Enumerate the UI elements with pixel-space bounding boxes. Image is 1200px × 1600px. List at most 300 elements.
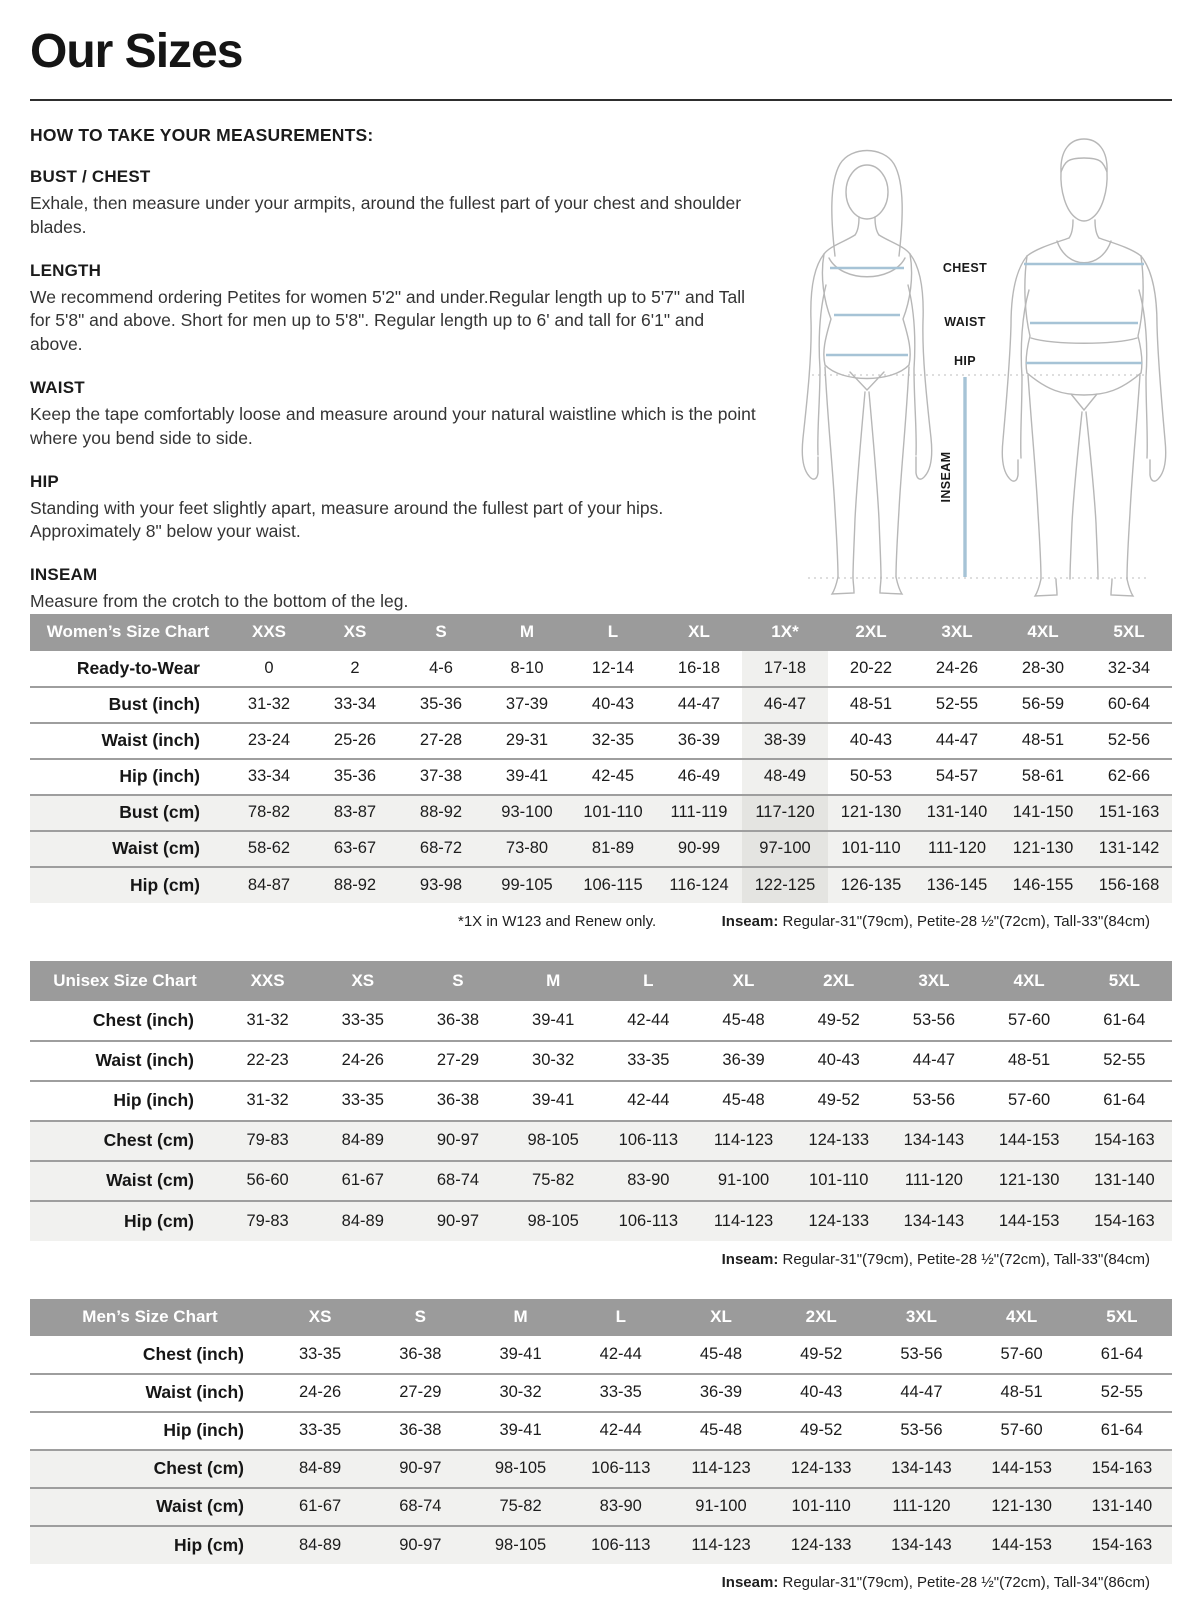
- size-cell: 124-133: [808, 1131, 869, 1150]
- size-cell: 134-143: [903, 1211, 965, 1230]
- size-cell: 2: [350, 658, 360, 677]
- size-column-header: M: [506, 961, 601, 1001]
- size-cell: 30-32: [532, 1051, 575, 1070]
- size-cell: 45-48: [699, 1421, 743, 1440]
- size-cell: 121-130: [998, 1171, 1060, 1190]
- size-cell: 40-43: [849, 731, 893, 750]
- size-column-header: XS: [315, 961, 410, 1001]
- size-cell: 88-92: [333, 875, 377, 894]
- size-cell: 88-92: [419, 803, 463, 822]
- size-cell: 36-38: [399, 1421, 442, 1440]
- size-cell: 134-143: [903, 1131, 965, 1150]
- size-cell: 98-105: [494, 1535, 547, 1554]
- size-cell: 61-67: [299, 1497, 342, 1516]
- size-cell: 144-153: [998, 1131, 1060, 1150]
- size-cell: 48-51: [1007, 1051, 1051, 1070]
- size-cell: 56-59: [1021, 695, 1065, 714]
- size-cell: 37-38: [419, 767, 463, 786]
- size-cell: 98-105: [494, 1459, 547, 1478]
- section-waist: [30, 378, 758, 451]
- size-cell: 97-100: [742, 831, 828, 867]
- section-body: Keep the tape comfortably loose and measure around your natural waistline which is the point where you bend side to side.: [30, 403, 756, 448]
- size-cell: 44-47: [935, 731, 979, 750]
- size-cell: 57-60: [1007, 1010, 1051, 1029]
- size-column-header: XL: [656, 614, 742, 651]
- table-row: [30, 651, 1172, 687]
- size-cell: 40-43: [591, 695, 635, 714]
- size-cell: 53-56: [912, 1091, 955, 1110]
- size-cell: 84-89: [299, 1459, 342, 1478]
- size-cell: 93-100: [501, 803, 553, 822]
- size-cell: 12-14: [591, 658, 635, 677]
- row-label: Bust (inch): [108, 694, 200, 715]
- table-row: [30, 1201, 1172, 1241]
- size-cell: 121-130: [991, 1497, 1052, 1516]
- title-divider: [30, 99, 1172, 101]
- size-cell: 134-143: [891, 1535, 952, 1554]
- size-cell: 126-135: [840, 875, 902, 894]
- size-cell: 61-64: [1103, 1091, 1146, 1110]
- size-cell: 114-123: [713, 1131, 774, 1150]
- size-cell: 99-105: [501, 875, 553, 894]
- size-cell: 25-26: [333, 731, 377, 750]
- size-cell: 56-60: [246, 1171, 289, 1190]
- section-inseam: [30, 565, 758, 614]
- size-cell: 116-124: [669, 875, 729, 894]
- size-cell: 36-38: [436, 1091, 480, 1110]
- table-row: [30, 831, 1172, 867]
- size-cell: 40-43: [817, 1051, 860, 1070]
- row-label: Waist (cm): [106, 1170, 194, 1191]
- size-column-header: 3XL: [914, 614, 1000, 651]
- size-cell: 68-74: [436, 1171, 480, 1190]
- size-cell: 101-110: [841, 839, 901, 858]
- row-label: Hip (inch): [113, 1090, 194, 1111]
- size-cell: 44-47: [912, 1051, 955, 1070]
- size-cell: 111-119: [670, 803, 728, 822]
- size-column-header: 3XL: [886, 961, 981, 1001]
- size-cell: 39-41: [499, 1421, 542, 1440]
- size-cell: 24-26: [341, 1051, 384, 1070]
- table-row: [30, 795, 1172, 831]
- size-cell: 106-113: [591, 1459, 651, 1478]
- inseam-footnote: Inseam: Regular-31"(79cm), Petite-28 ½"(72cm), Tall-33"(84cm): [721, 1250, 1150, 1268]
- size-cell: 83-87: [333, 803, 377, 822]
- table-title: Women’s Size Chart: [30, 614, 226, 651]
- size-column-header: XXS: [220, 961, 315, 1001]
- size-column-header: 2XL: [791, 961, 886, 1001]
- size-cell: 27-28: [419, 731, 463, 750]
- size-cell: 46-49: [677, 767, 721, 786]
- size-cell: 111-120: [927, 839, 987, 858]
- unisex-footnote: [30, 1241, 1172, 1271]
- size-column-header: XL: [696, 961, 791, 1001]
- size-cell: 39-41: [499, 1344, 542, 1363]
- size-cell: 45-48: [722, 1010, 765, 1029]
- size-cell: 36-39: [722, 1051, 765, 1070]
- instructions-heading: HOW TO TAKE YOUR MEASUREMENTS:: [30, 125, 374, 145]
- size-cell: 52-55: [1100, 1383, 1143, 1402]
- size-cell: 78-82: [247, 803, 291, 822]
- size-cell: 48-51: [1000, 1383, 1043, 1402]
- row-label: Waist (cm): [156, 1496, 244, 1517]
- size-cell: 146-155: [1012, 875, 1074, 894]
- section-heading: WAIST: [30, 377, 85, 397]
- size-cell: 27-29: [436, 1051, 480, 1070]
- table-row: [30, 1121, 1172, 1161]
- size-cell: 60-64: [1107, 695, 1151, 714]
- size-cell: 61-64: [1100, 1344, 1143, 1363]
- size-cell: 61-64: [1100, 1421, 1143, 1440]
- size-cell: 124-133: [790, 1459, 852, 1478]
- chest-label: CHEST: [942, 261, 988, 275]
- size-cell: 93-98: [419, 875, 463, 894]
- size-cell: 90-97: [399, 1459, 442, 1478]
- size-cell: 49-52: [800, 1421, 843, 1440]
- table-row: [30, 687, 1172, 723]
- size-cell: 90-97: [436, 1131, 480, 1150]
- size-column-header: L: [571, 1299, 671, 1336]
- size-cell: 29-31: [505, 731, 549, 750]
- size-cell: 81-89: [591, 839, 635, 858]
- size-cell: 33-35: [299, 1344, 342, 1363]
- size-cell: 42-44: [627, 1091, 670, 1110]
- row-label: Waist (cm): [112, 838, 200, 859]
- size-cell: 35-36: [333, 767, 377, 786]
- size-cell: 27-29: [399, 1383, 442, 1402]
- size-cell: 52-56: [1107, 731, 1151, 750]
- size-cell: 48-51: [849, 695, 893, 714]
- size-cell: 42-45: [591, 767, 635, 786]
- size-cell: 154-163: [1094, 1211, 1155, 1230]
- section-heading: HIP: [30, 471, 59, 491]
- size-cell: 33-35: [299, 1421, 342, 1440]
- size-cell: 49-52: [800, 1344, 843, 1363]
- size-cell: 35-36: [419, 695, 463, 714]
- table-title: Men’s Size Chart: [30, 1299, 270, 1336]
- size-cell: 49-52: [817, 1091, 860, 1110]
- table-title: Unisex Size Chart: [30, 961, 220, 1001]
- hip-label: HIP: [953, 354, 977, 368]
- size-cell: 114-123: [713, 1211, 774, 1230]
- size-cell: 53-56: [912, 1010, 955, 1029]
- size-cell: 32-35: [591, 731, 635, 750]
- size-cell: 33-35: [627, 1051, 670, 1070]
- size-cell: 101-110: [809, 1171, 869, 1190]
- size-cell: 57-60: [1000, 1421, 1043, 1440]
- size-cell: 141-150: [1012, 803, 1074, 822]
- size-cell: 44-47: [900, 1383, 943, 1402]
- table-row: [30, 1526, 1172, 1564]
- page-title: Our Sizes: [30, 25, 243, 78]
- male-figure: [1002, 139, 1166, 596]
- womens-footnote: [30, 903, 1172, 933]
- size-cell: 79-83: [246, 1131, 289, 1150]
- size-cell: 124-133: [790, 1535, 852, 1554]
- row-label: Hip (cm): [174, 1534, 244, 1555]
- size-cell: 106-113: [591, 1535, 651, 1554]
- size-cell: 42-44: [599, 1421, 642, 1440]
- size-cell: 16-18: [677, 658, 721, 677]
- row-label: Hip (inch): [119, 766, 200, 787]
- size-cell: 46-47: [742, 687, 828, 723]
- size-cell: 53-56: [900, 1421, 943, 1440]
- size-cell: 63-67: [333, 839, 377, 858]
- size-cell: 131-140: [1094, 1171, 1155, 1190]
- size-cell: 106-113: [618, 1131, 679, 1150]
- section-bust-chest: [30, 167, 758, 240]
- section-hip: [30, 472, 758, 545]
- size-cell: 39-41: [532, 1091, 575, 1110]
- size-column-header: 5XL: [1072, 1299, 1172, 1336]
- size-cell: 83-90: [599, 1497, 642, 1516]
- size-cell: 33-35: [341, 1010, 384, 1029]
- row-label: Bust (cm): [119, 802, 200, 823]
- size-cell: 131-140: [926, 803, 988, 822]
- table-row: [30, 1041, 1172, 1081]
- size-cell: 53-56: [900, 1344, 943, 1363]
- section-body: Standing with your feet slightly apart, measure around the fullest part of your hips. Approximately 8" below your waist.: [30, 497, 664, 542]
- table-row: [30, 1001, 1172, 1041]
- size-column-header: S: [370, 1299, 470, 1336]
- size-column-header: 4XL: [972, 1299, 1072, 1336]
- size-cell: 131-140: [1091, 1497, 1153, 1516]
- unisex-size-chart: [30, 961, 1172, 1241]
- size-cell: 54-57: [935, 767, 979, 786]
- size-cell: 31-32: [246, 1091, 289, 1110]
- section-body: We recommend ordering Petites for women 5'2" and under.Regular length up to 5'7" and Tall for 5'8" and above. Short for men up to 5'8". Regular length up to 6' and tall for 6'1" and above.: [30, 286, 745, 355]
- size-cell: 33-34: [333, 695, 377, 714]
- size-cell: 33-34: [247, 767, 291, 786]
- size-cell: 75-82: [499, 1497, 542, 1516]
- size-cell: 156-168: [1098, 875, 1160, 894]
- size-cell: 131-142: [1098, 839, 1160, 858]
- size-cell: 68-74: [399, 1497, 442, 1516]
- size-cell: 106-113: [618, 1211, 679, 1230]
- size-cell: 91-100: [717, 1171, 770, 1190]
- female-figure: [802, 151, 932, 595]
- size-cell: 151-163: [1098, 803, 1160, 822]
- size-cell: 44-47: [677, 695, 721, 714]
- table-row: [30, 1450, 1172, 1488]
- size-cell: 61-64: [1103, 1010, 1146, 1029]
- size-cell: 84-89: [299, 1535, 342, 1554]
- size-cell: 52-55: [935, 695, 979, 714]
- size-cell: 144-153: [991, 1459, 1052, 1478]
- size-cell: 144-153: [998, 1211, 1060, 1230]
- inseam-label: INSEAM: [939, 451, 953, 503]
- size-cell: 90-97: [399, 1535, 442, 1554]
- size-cell: 57-60: [1000, 1344, 1043, 1363]
- table-row: [30, 759, 1172, 795]
- size-cell: 4-6: [429, 658, 453, 677]
- header-row: [30, 961, 1172, 1001]
- row-label: Ready-to-Wear: [76, 657, 200, 678]
- one-x-footnote: *1X in W123 and Renew only.: [458, 912, 657, 930]
- size-cell: 24-26: [299, 1383, 342, 1402]
- size-cell: 17-18: [742, 651, 828, 687]
- size-cell: 98-105: [527, 1131, 579, 1150]
- row-label: Hip (cm): [130, 874, 200, 895]
- size-cell: 75-82: [532, 1171, 575, 1190]
- size-cell: 134-143: [891, 1459, 952, 1478]
- size-cell: 57-60: [1007, 1091, 1051, 1110]
- section-heading: BUST / CHEST: [30, 167, 151, 186]
- size-cell: 22-23: [246, 1051, 289, 1070]
- row-label: Chest (cm): [103, 1130, 194, 1151]
- measurement-figures-illustration: [772, 125, 1172, 605]
- size-cell: 91-100: [695, 1497, 747, 1516]
- size-column-header: M: [470, 1299, 570, 1336]
- size-cell: 52-55: [1103, 1051, 1146, 1070]
- row-label: Waist (inch): [145, 1382, 244, 1403]
- section-length: [30, 261, 758, 357]
- size-cell: 106-115: [583, 875, 643, 894]
- size-cell: 114-123: [691, 1535, 751, 1554]
- size-cell: 49-52: [817, 1010, 860, 1029]
- size-cell: 36-38: [399, 1344, 442, 1363]
- size-column-header: S: [398, 614, 484, 651]
- womens-size-chart: [30, 614, 1172, 903]
- header-row: [30, 614, 1172, 651]
- size-cell: 58-61: [1021, 767, 1065, 786]
- size-cell: 36-39: [699, 1383, 743, 1402]
- size-cell: 90-97: [436, 1211, 480, 1230]
- size-cell: 68-72: [419, 839, 463, 858]
- table-row: [30, 1412, 1172, 1450]
- size-cell: 30-32: [499, 1383, 542, 1402]
- size-column-header: 2XL: [828, 614, 914, 651]
- mens-size-chart: [30, 1299, 1172, 1564]
- size-cell: 111-120: [904, 1171, 963, 1190]
- size-cell: 8-10: [510, 658, 544, 677]
- row-label: Waist (inch): [101, 730, 200, 751]
- header-row: [30, 1299, 1172, 1336]
- size-cell: 31-32: [246, 1010, 289, 1029]
- size-cell: 32-34: [1107, 658, 1151, 677]
- size-column-header: XS: [270, 1299, 370, 1336]
- section-heading: LENGTH: [30, 260, 102, 280]
- row-label: Hip (cm): [124, 1210, 194, 1231]
- size-column-header: L: [570, 614, 656, 651]
- size-cell: 40-43: [800, 1383, 843, 1402]
- size-cell: 84-87: [247, 875, 291, 894]
- row-label: Chest (cm): [153, 1458, 244, 1479]
- size-cell: 23-24: [247, 731, 291, 750]
- measurements-section: [30, 125, 1172, 614]
- table-row: [30, 1374, 1172, 1412]
- size-cell: 42-44: [599, 1344, 642, 1363]
- size-cell: 98-105: [527, 1211, 579, 1230]
- size-cell: 136-145: [926, 875, 988, 894]
- row-label: Waist (inch): [95, 1050, 194, 1071]
- size-cell: 39-41: [505, 767, 549, 786]
- size-cell: 84-89: [341, 1131, 384, 1150]
- size-cell: 39-41: [532, 1010, 575, 1029]
- size-column-header: 4XL: [1000, 614, 1086, 651]
- size-cell: 117-120: [742, 795, 828, 831]
- size-cell: 73-80: [505, 839, 549, 858]
- size-cell: 45-48: [699, 1344, 743, 1363]
- waist-label: WAIST: [944, 315, 986, 329]
- size-cell: 33-35: [599, 1383, 642, 1402]
- body-measurement-diagram: [772, 125, 1172, 614]
- table-row: [30, 1081, 1172, 1121]
- size-cell: 121-130: [1012, 839, 1074, 858]
- size-cell: 124-133: [808, 1211, 869, 1230]
- size-cell: 90-99: [677, 839, 721, 858]
- table-row: [30, 1488, 1172, 1526]
- size-column-header: M: [484, 614, 570, 651]
- size-column-header: XL: [671, 1299, 771, 1336]
- inseam-footnote: Inseam: Regular-31"(79cm), Petite-28 ½"(72cm), Tall-34"(86cm): [721, 1573, 1150, 1591]
- size-cell: 122-125: [742, 867, 828, 903]
- size-column-header: 5XL: [1077, 961, 1172, 1001]
- size-cell: 36-39: [677, 731, 721, 750]
- size-cell: 61-67: [341, 1171, 384, 1190]
- size-cell: 84-89: [341, 1211, 384, 1230]
- measurement-instructions: [30, 125, 772, 614]
- size-cell: 28-30: [1021, 658, 1065, 677]
- section-body: Exhale, then measure under your armpits, around the fullest part of your chest and shoulder blades.: [30, 193, 742, 237]
- row-label: Hip (inch): [163, 1420, 244, 1441]
- mens-footnote: [30, 1564, 1172, 1594]
- size-cell: 38-39: [742, 723, 828, 759]
- inseam-footnote: Inseam: Regular-31"(79cm), Petite-28 ½"(72cm), Tall-33"(84cm): [721, 912, 1150, 930]
- size-column-header: XS: [312, 614, 398, 651]
- section-body: Measure from the crotch to the bottom of the leg.: [30, 591, 409, 612]
- size-cell: 83-90: [627, 1171, 670, 1190]
- size-cell: 79-83: [246, 1211, 289, 1230]
- section-heading: INSEAM: [30, 565, 98, 585]
- size-cell: 37-39: [505, 695, 549, 714]
- size-cell: 154-163: [1091, 1535, 1153, 1554]
- size-cell: 101-110: [791, 1497, 851, 1516]
- size-cell: 114-123: [691, 1459, 751, 1478]
- table-row: [30, 1336, 1172, 1374]
- size-column-header: 3XL: [871, 1299, 971, 1336]
- size-column-header: 4XL: [982, 961, 1077, 1001]
- size-cell: 58-62: [247, 839, 291, 858]
- size-column-header: S: [410, 961, 505, 1001]
- size-cell: 24-26: [935, 658, 979, 677]
- row-label: Chest (inch): [142, 1343, 244, 1364]
- size-cell: 0: [264, 658, 274, 677]
- size-column-header: XXS: [226, 614, 312, 651]
- size-cell: 121-130: [840, 803, 902, 822]
- size-cell: 33-35: [341, 1091, 384, 1110]
- table-row: [30, 723, 1172, 759]
- size-cell: 45-48: [722, 1091, 765, 1110]
- size-cell: 36-38: [436, 1010, 480, 1029]
- row-label: Chest (inch): [92, 1009, 194, 1030]
- table-row: [30, 867, 1172, 903]
- size-cell: 50-53: [849, 767, 893, 786]
- size-cell: 154-163: [1091, 1459, 1153, 1478]
- size-column-header: 5XL: [1086, 614, 1172, 651]
- size-column-header: 1X*: [742, 614, 828, 651]
- size-column-header: L: [601, 961, 696, 1001]
- size-cell: 31-32: [247, 695, 291, 714]
- size-cell: 111-120: [892, 1497, 951, 1516]
- size-cell: 154-163: [1094, 1131, 1155, 1150]
- table-row: [30, 1161, 1172, 1201]
- size-cell: 62-66: [1107, 767, 1151, 786]
- size-cell: 101-110: [583, 803, 643, 822]
- size-cell: 48-51: [1021, 731, 1065, 750]
- size-column-header: 2XL: [771, 1299, 871, 1336]
- size-cell: 20-22: [849, 658, 893, 677]
